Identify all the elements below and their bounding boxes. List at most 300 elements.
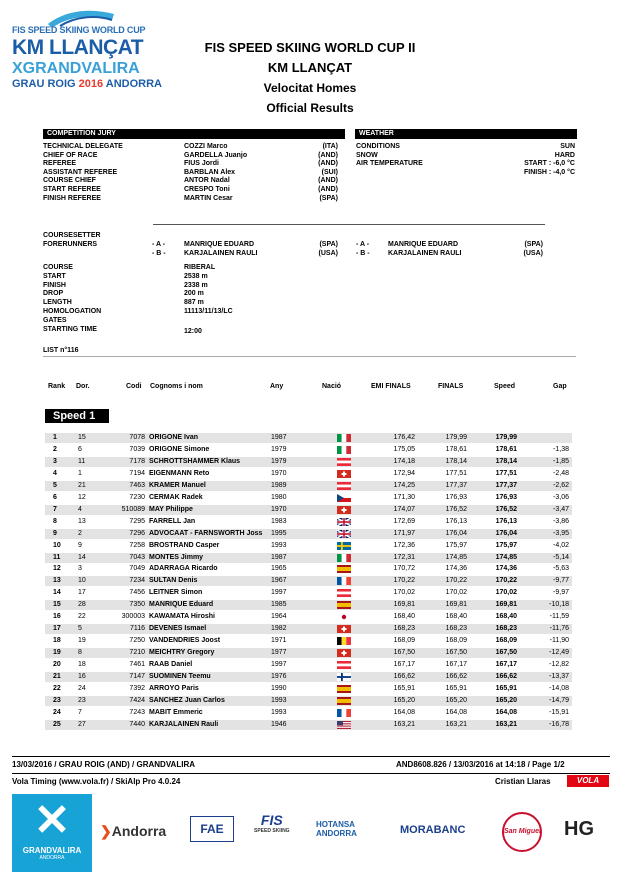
jury-role: CHIEF OF RACE	[43, 151, 98, 159]
col-dor: Dor.	[76, 383, 90, 390]
course-label: STARTING TIME	[43, 325, 97, 333]
rank-cell: 22	[53, 684, 61, 692]
bel-flag-icon	[337, 637, 351, 645]
course-value: RIBERAL	[184, 264, 216, 271]
bib-cell: 3	[78, 565, 82, 573]
athlete-name: KARJALAINEN Rauli	[149, 720, 219, 728]
finals-cell: 176,52	[445, 505, 467, 513]
semi-finals-cell: 171,30	[393, 493, 415, 501]
bib-cell: 17	[78, 589, 86, 597]
doc-type-title: Official Results	[266, 101, 354, 115]
athlete-name: MEICHTRY Gregory	[149, 649, 215, 657]
birth-year-cell: 1971	[271, 637, 287, 645]
table-row	[45, 505, 572, 515]
finals-cell: 167,50	[445, 649, 467, 657]
semi-finals-cell: 174,18	[393, 457, 415, 465]
forerunners-label: FORERUNNERS	[43, 241, 98, 248]
jury-nat: (AND)	[318, 177, 338, 185]
jury-nat: (SPA)	[319, 194, 338, 202]
gap-cell: -11,90	[549, 637, 569, 645]
course-value: 11113/11/13/LC	[184, 308, 233, 315]
bib-cell: 16	[78, 673, 86, 680]
spa-flag-icon	[337, 601, 351, 609]
col-nacio: Nació	[322, 383, 342, 390]
code-cell: 7424	[129, 696, 145, 704]
speed-cell: 174,36	[495, 565, 517, 573]
gap-cell: -10,18	[549, 601, 569, 609]
course-label: HOMOLOGATION	[43, 308, 102, 315]
table-row	[45, 588, 572, 598]
code-cell: 7147	[129, 673, 145, 680]
semi-finals-cell: 166,62	[393, 673, 415, 680]
birth-year-cell: 1946	[271, 720, 287, 728]
gap-cell: -14,08	[549, 684, 569, 692]
aut-flag-icon	[337, 482, 351, 490]
jury-name: COZZI Marco	[184, 143, 228, 150]
weather-value: HARD	[554, 151, 575, 159]
rank-cell: 5	[53, 481, 57, 489]
code-cell: 7243	[129, 708, 145, 716]
finals-cell: 176,13	[445, 517, 467, 525]
sui-flag-icon	[337, 506, 351, 514]
athlete-name: SUOMINEN Teemu	[149, 673, 211, 680]
list-number: LIST n°116	[43, 347, 79, 354]
spa-flag-icon	[337, 685, 351, 693]
page-subtitle: KM LLANÇAT	[267, 60, 353, 75]
run-label: Speed 1	[45, 409, 109, 423]
forerunner-nat: (USA)	[523, 250, 543, 257]
table-row	[45, 541, 572, 551]
code-cell: 7440	[129, 720, 145, 728]
course-label: START	[43, 272, 66, 280]
weather-label: CONDITIONS	[356, 143, 400, 150]
semi-finals-cell: 170,72	[393, 565, 415, 573]
semi-finals-cell: 171,97	[393, 529, 415, 537]
bib-cell: 21	[78, 481, 86, 489]
athlete-name: BROSTRAND Casper	[149, 541, 220, 549]
coursesetter-label: COURSESETTER	[43, 232, 101, 239]
code-cell: 7234	[129, 577, 145, 585]
forerunner-tag: - B -	[152, 250, 166, 257]
divider	[153, 224, 545, 225]
forerunner-tag: - A -	[356, 241, 370, 248]
finals-cell: 177,37	[445, 481, 467, 489]
rank-cell: 15	[53, 601, 61, 609]
table-row	[45, 708, 572, 718]
swe-flag-icon	[337, 542, 351, 550]
athlete-name: MABIT Emmeric	[149, 708, 203, 716]
finals-cell: 168,23	[445, 625, 467, 633]
birth-year-cell: 1970	[271, 469, 287, 477]
course-value: 887 m	[184, 299, 204, 307]
jury-role: FINISH REFEREE	[43, 194, 101, 202]
logo-line-4	[12, 78, 162, 90]
speed-cell: 179,99	[495, 434, 517, 441]
bib-cell: 19	[78, 637, 86, 645]
semi-finals-cell: 169,81	[393, 601, 415, 609]
finals-cell: 164,08	[445, 708, 467, 716]
semi-finals-cell: 174,25	[393, 481, 415, 489]
col-name: Cognoms i nom	[150, 383, 203, 390]
gap-cell: -3,86	[553, 517, 569, 525]
hotansa-name: HOTANSA	[316, 820, 355, 829]
rank-cell: 23	[53, 696, 61, 704]
footer-timing: Vola Timing (www.vola.fr) / SkiAlp Pro 4.0.24	[12, 777, 181, 786]
finals-cell: 170,02	[445, 589, 467, 597]
jury-name: ANTOR Nadal	[184, 177, 230, 185]
fis-name: FIS	[260, 812, 283, 828]
athlete-name: SANCHEZ Juan Carlos	[149, 696, 225, 704]
bib-cell: 11	[78, 457, 86, 465]
table-row	[45, 564, 572, 574]
rank-cell: 19	[53, 649, 61, 657]
weather-value: START : -6,0 °C	[524, 160, 575, 168]
bib-cell: 8	[78, 649, 82, 657]
gap-cell: -1,85	[553, 457, 569, 465]
athlete-name: DEVENES Ismael	[149, 625, 207, 633]
bib-cell: 18	[78, 661, 86, 669]
birth-year-cell: 1989	[271, 481, 287, 489]
finals-cell: 179,99	[445, 434, 467, 441]
semi-finals-cell: 170,02	[393, 589, 415, 597]
jury-nat: (AND)	[318, 160, 338, 168]
birth-year-cell: 1995	[271, 529, 287, 537]
speed-cell: 166,62	[495, 673, 517, 680]
semi-finals-cell: 172,94	[393, 469, 415, 477]
forerunner-name: MANRIQUE EDUARD	[388, 241, 458, 248]
rank-cell: 8	[53, 517, 57, 525]
table-row	[45, 553, 572, 563]
athlete-name: ARROYO Paris	[149, 684, 199, 692]
rank-cell: 6	[53, 493, 57, 501]
finals-cell: 165,91	[445, 684, 467, 692]
finals-cell: 178,61	[445, 445, 467, 453]
divider	[12, 756, 610, 757]
birth-year-cell: 1976	[271, 673, 287, 680]
jury-nat: (ITA)	[322, 143, 338, 150]
speed-cell: 167,50	[495, 649, 517, 657]
speed-cell: 177,37	[495, 481, 517, 489]
andorra-name: Andorra	[111, 823, 167, 839]
finals-cell: 177,51	[445, 469, 467, 477]
finals-cell: 174,85	[445, 553, 467, 561]
semi-finals-cell: 163,21	[393, 720, 415, 728]
course-label: LENGTH	[43, 299, 72, 307]
jury-name: GARDELLA Juanjo	[184, 151, 248, 159]
gap-cell: -13,37	[549, 673, 569, 680]
birth-year-cell: 1990	[271, 684, 287, 692]
bib-cell: 2	[78, 529, 82, 537]
birth-year-cell: 1993	[271, 696, 287, 704]
footer-doc-info: AND8608.826 / 13/03/2016 at 14:18 / Page 1/2	[396, 760, 565, 769]
code-cell: 7043	[129, 553, 145, 561]
rank-cell: 20	[53, 661, 61, 669]
jpn-flag-icon	[337, 613, 351, 621]
code-cell: 7463	[129, 481, 145, 489]
course-value: 2538 m	[184, 272, 208, 280]
document-titles	[160, 38, 460, 118]
athlete-name: MANRIQUE Eduard	[149, 601, 214, 609]
rank-cell: 25	[53, 720, 61, 728]
jury-name: BARBLAN Alex	[184, 168, 236, 176]
speed-cell: 164,08	[495, 708, 517, 716]
birth-year-cell: 1987	[271, 553, 287, 561]
bib-cell: 4	[78, 505, 82, 513]
spa-flag-icon	[337, 697, 351, 705]
andorra-arrow-icon: ❯	[100, 823, 112, 839]
event-logo	[6, 8, 162, 90]
sui-flag-icon	[337, 625, 351, 633]
rank-cell: 1	[53, 434, 57, 441]
semi-finals-cell: 175,05	[393, 445, 415, 453]
bib-cell: 9	[78, 541, 82, 549]
course-value: 12:00	[184, 327, 202, 335]
bib-cell: 23	[78, 696, 86, 704]
rank-cell: 18	[53, 637, 61, 645]
code-cell: 7461	[129, 661, 145, 669]
table-row	[45, 469, 572, 479]
gap-cell: -5,63	[553, 565, 569, 573]
col-any: Any	[270, 383, 284, 390]
finals-cell: 168,09	[445, 637, 467, 645]
finals-cell: 167,17	[445, 661, 467, 669]
birth-year-cell: 1982	[271, 625, 287, 633]
semi-finals-cell: 165,91	[393, 684, 415, 692]
athlete-name: CERMAK Radek	[149, 493, 203, 501]
ita-flag-icon	[337, 554, 351, 562]
gap-cell: -9,97	[553, 589, 569, 597]
birth-year-cell: 1967	[271, 577, 287, 585]
sponsor-banner	[12, 794, 610, 872]
athlete-name: FARRELL Jan	[149, 517, 196, 525]
gap-cell: -1,38	[553, 445, 569, 453]
rank-cell: 4	[53, 469, 57, 477]
bib-cell: 7	[78, 708, 82, 716]
code-cell: 7078	[129, 434, 145, 441]
birth-year-cell: 1970	[271, 505, 287, 513]
code-cell: 7296	[129, 529, 145, 537]
semi-finals-cell: 168,40	[393, 613, 415, 621]
bib-cell: 10	[78, 577, 86, 585]
bib-cell: 28	[78, 601, 86, 609]
athlete-name: RAAB Daniel	[149, 661, 193, 669]
aut-flag-icon	[337, 589, 351, 597]
speed-cell: 175,97	[495, 541, 517, 549]
course-label: FINISH	[43, 281, 66, 289]
birth-year-cell: 1993	[271, 541, 287, 549]
weather-label: AIR TEMPERATURE	[356, 160, 423, 168]
logo-line-2: KM LLANÇAT	[12, 36, 144, 59]
code-cell: 7116	[129, 625, 145, 633]
code-cell: 300003	[121, 613, 145, 621]
rank-cell: 11	[53, 553, 61, 561]
table-row	[45, 481, 572, 491]
footer-signer: Cristian Llaras	[495, 777, 551, 786]
col-rank: Rank	[48, 383, 66, 390]
semi-finals-cell: 165,20	[393, 696, 415, 704]
speed-cell: 165,20	[495, 696, 517, 704]
finals-cell: 165,20	[445, 696, 467, 704]
semi-finals-cell: 172,31	[393, 553, 415, 561]
finals-cell: 166,62	[445, 673, 467, 680]
speed-cell: 176,13	[495, 517, 517, 525]
athlete-name: KRAMER Manuel	[149, 481, 206, 489]
semi-finals-cell: 174,07	[393, 505, 415, 513]
athlete-name: SULTAN Denis	[149, 577, 198, 585]
jury-role: TECHNICAL DELEGATE	[43, 143, 123, 150]
course-label: GATES	[43, 316, 67, 324]
rank-cell: 24	[53, 708, 61, 716]
speed-cell: 168,40	[495, 613, 517, 621]
bib-cell: 27	[78, 720, 86, 728]
weather-heading: WEATHER	[355, 129, 577, 139]
birth-year-cell: 1985	[271, 601, 287, 609]
rank-cell: 7	[53, 505, 57, 513]
forerunner-name: MANRIQUE EDUARD	[184, 241, 254, 248]
speed-cell: 169,81	[495, 601, 517, 609]
course-value: 2338 m	[184, 281, 208, 289]
aut-flag-icon	[337, 458, 351, 466]
table-row	[45, 457, 572, 467]
speed-cell: 167,17	[495, 661, 517, 669]
code-cell: 7178	[129, 457, 145, 465]
rank-cell: 2	[53, 445, 57, 453]
semi-finals-cell: 164,08	[393, 708, 415, 716]
table-row	[45, 648, 572, 658]
grandvalira-sub: ANDORRA	[39, 855, 65, 861]
speed-cell: 163,21	[495, 720, 517, 728]
jury-role: START REFEREE	[43, 186, 101, 193]
speed-cell: 178,61	[495, 445, 517, 453]
athlete-name: VANDENDRIES Joost	[149, 637, 221, 645]
birth-year-cell: 1979	[271, 457, 287, 465]
gap-cell: -11,76	[549, 625, 569, 633]
code-cell: 7456	[129, 589, 145, 597]
bib-cell: 14	[78, 553, 86, 561]
speed-cell: 176,52	[495, 505, 517, 513]
jury-nat: (AND)	[318, 186, 338, 193]
finals-cell: 176,04	[445, 529, 467, 537]
rank-cell: 13	[53, 577, 61, 585]
code-cell: 7392	[129, 684, 145, 692]
gap-cell: -3,47	[553, 505, 569, 513]
code-cell: 7295	[129, 517, 145, 525]
rank-cell: 17	[53, 625, 61, 633]
semi-finals-cell: 168,09	[393, 637, 415, 645]
table-row	[45, 493, 572, 503]
table-row	[45, 576, 572, 586]
table-row	[45, 445, 572, 455]
birth-year-cell: 1997	[271, 661, 287, 669]
birth-year-cell: 1997	[271, 589, 287, 597]
athlete-name: ADVOCAAT - FARNSWORTH Joss	[149, 529, 263, 537]
code-cell: 7258	[129, 541, 145, 549]
gap-cell: -4,02	[553, 541, 569, 549]
logo-year: 2016	[78, 78, 104, 90]
col-codi: Codi	[126, 383, 142, 390]
bib-cell: 22	[78, 613, 86, 621]
gap-cell: -11,59	[549, 613, 569, 621]
table-row	[45, 720, 572, 730]
bib-cell: 1	[78, 469, 82, 477]
gbr-flag-icon	[337, 518, 351, 526]
athlete-name: MONTES Jimmy	[149, 553, 204, 561]
divider	[43, 356, 576, 357]
gap-cell: -12,49	[549, 649, 569, 657]
birth-year-cell: 1980	[271, 493, 287, 501]
table-row	[45, 660, 572, 670]
athlete-name: MAY Philippe	[149, 505, 193, 513]
finals-cell: 174,36	[445, 565, 467, 573]
bib-cell: 5	[78, 625, 82, 633]
cze-flag-icon	[337, 494, 351, 502]
logo-line-1: FIS SPEED SKIING WORLD CUP	[12, 25, 146, 35]
page-title: FIS SPEED SKIING WORLD CUP II	[204, 40, 416, 55]
jury-role: ASSISTANT REFEREE	[43, 168, 118, 176]
jury-role: REFEREE	[43, 160, 77, 168]
speed-cell: 176,93	[495, 493, 517, 501]
rank-cell: 12	[53, 565, 61, 573]
forerunner-nat: (USA)	[318, 250, 338, 257]
semi-finals-cell: 167,50	[393, 649, 415, 657]
finals-cell: 163,21	[445, 720, 467, 728]
grandvalira-name: GRANDVALIRA	[22, 846, 82, 855]
gap-cell: -2,62	[553, 481, 569, 489]
speed-cell: 168,09	[495, 637, 517, 645]
gap-cell: -3,06	[553, 493, 569, 501]
semi-finals-cell: 172,69	[393, 517, 415, 525]
table-row	[45, 517, 572, 527]
speed-cell: 174,85	[495, 553, 517, 561]
birth-year-cell: 1993	[271, 708, 287, 716]
table-row	[45, 624, 572, 634]
jury-name: CRESPO Toni	[184, 186, 230, 193]
athlete-name: LEITNER Simon	[149, 589, 203, 597]
bib-cell: 6	[78, 445, 82, 453]
weather-value: SUN	[560, 143, 575, 150]
rank-cell: 10	[53, 541, 61, 549]
fis-sub: SPEED SKIING	[254, 828, 290, 834]
jury-role: COURSE CHIEF	[43, 177, 96, 185]
footer-event-info: 13/03/2016 / GRAU ROIG (AND) / GRANDVALIRA	[12, 760, 195, 769]
spa-flag-icon	[337, 565, 351, 573]
gap-cell: -16,78	[549, 720, 569, 728]
logo-country: ANDORRA	[105, 78, 162, 90]
ita-flag-icon	[337, 446, 351, 454]
andorra-logo	[100, 823, 166, 840]
code-cell: 510089	[121, 505, 145, 513]
finals-cell: 170,22	[445, 577, 467, 585]
table-row	[45, 684, 572, 694]
code-cell: 7250	[129, 637, 145, 645]
speed-cell: 168,23	[495, 625, 517, 633]
course-label: COURSE	[43, 264, 73, 271]
speed-cell: 170,02	[495, 589, 517, 597]
col-semi: EMI FINALS	[371, 383, 411, 390]
forerunner-tag: - A -	[152, 241, 166, 248]
logo-line-3: XGRANDVALIRA	[12, 60, 140, 77]
logo-place: GRAU ROIG	[12, 78, 76, 90]
vola-logo: VOLA	[567, 775, 609, 787]
athlete-name: ORIGONE Simone	[149, 445, 210, 453]
weather-value: FINISH : -4,0 °C	[523, 168, 575, 176]
semi-finals-cell: 168,23	[393, 625, 415, 633]
jury-nat: (AND)	[318, 151, 338, 159]
hg-logo: HG	[564, 818, 594, 840]
divider	[12, 773, 610, 774]
aut-flag-icon	[337, 661, 351, 669]
birth-year-cell: 1965	[271, 565, 287, 573]
